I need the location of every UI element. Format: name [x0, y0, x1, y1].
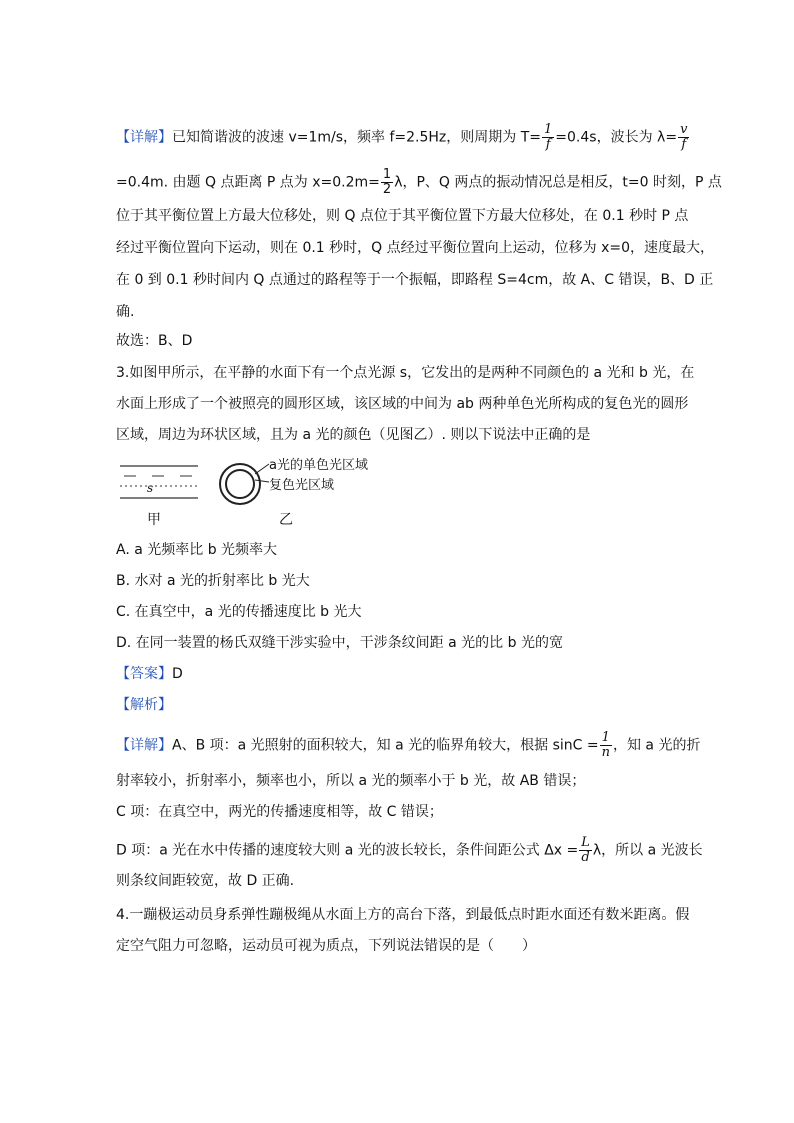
fraction: $\frac{1}{f}$: [544, 122, 553, 152]
detail-tag: 【详解】: [116, 737, 172, 754]
question-4-stem-2: 定空气阻力可忽略，运动员可视为质点，下列说法错误的是（ ）: [116, 938, 536, 954]
question-3-stem-3: 区域，周边为环状区域，且为 a 光的颜色（见图乙）. 则以下说法中正确的是: [116, 427, 591, 443]
explanation-line-1: 【详解】已知简谐波的波速 v=1m/s，频率 f=2.5Hz，则周期为 T= $\frac{1}{f}$ =0.4s，波长为 λ= $\frac{v}{f}$: [116, 122, 688, 152]
explanation-line-6: 确.: [116, 304, 135, 320]
answer-value: D: [172, 666, 183, 682]
point-source-label: s: [147, 481, 154, 495]
detail-line-3: C 项：在真空中，两光的传播速度相等，故 C 错误；: [116, 804, 443, 820]
figure-caption-yi: 乙: [279, 512, 293, 528]
option-c: C. 在真空中，a 光的传播速度比 b 光大: [116, 604, 362, 620]
question-3-stem-1: 3.如图甲所示，在平静的水面下有一个点光源 s，它发出的是两种不同颜色的 a 光和 b 光，在: [116, 365, 695, 381]
answer-line: [116, 664, 183, 684]
explanation-line-4: 经过平衡位置向下运动，则在 0.1 秒时，Q 点经过平衡位置向上运动，位移为 x=0，速度最大，: [116, 240, 715, 256]
analysis-tag: 【解析】: [116, 697, 172, 713]
fraction: $\frac{1}{n}$: [601, 730, 610, 760]
detail-line-4: D 项：a 光在水中传播的速度较大则 a 光的波长较长，条件间距公式 Δx = $\frac{L}{d}$ λ，所以 a 光波长: [116, 835, 703, 865]
explanation-line-5: 在 0 到 0.1 秒时间内 Q 点通过的路程等于一个振幅，即路程 S=4cm，故 A、C 错误，B、D 正: [116, 272, 714, 288]
figure-caption-jia: 甲: [147, 512, 161, 528]
option-b: B. 水对 a 光的折射率比 b 光大: [116, 573, 310, 589]
detail-line-2: 射率较小，折射率小，频率也小，所以 a 光的频率小于 b 光，故 AB 错误；: [116, 773, 586, 789]
explanation-line-2: =0.4m. 由题 Q 点距离 P 点为 x=0.2m= $\frac{1}{2}$ λ，P、Q 两点的振动情况总是相反，t=0 时刻，P 点: [116, 167, 722, 197]
fraction: $\frac{v}{f}$: [680, 122, 688, 152]
explanation-line-3: 位于其平衡位置上方最大位移处，则 Q 点位于其平衡位置下方最大位移处，在 0.1 秒时 P 点: [116, 208, 689, 224]
question-3-stem-2: 水面上形成了一个被照亮的圆形区域，该区域的中间为 ab 两种单色光所构成的复色光的圆形: [116, 396, 689, 412]
fraction: $\frac{L}{d}$: [581, 835, 590, 865]
question-4-stem-1: 4.一蹦极运动员身系弹性蹦极绳从水面上方的高台下落，到最低点时距水面还有数米距离。假: [116, 907, 690, 923]
detail-line-5: 则条纹间距较宽，故 D 正确.: [116, 873, 295, 889]
answer-choice-line: 故选：B、D: [116, 333, 193, 349]
composite-region-label: 复色光区域: [269, 478, 335, 493]
option-d: D. 在同一装置的杨氏双缝干涉实验中，干涉条纹间距 a 光的比 b 光的宽: [116, 635, 563, 651]
fraction: $\frac{1}{2}$: [382, 167, 392, 197]
detail-tag: 【详解】: [116, 129, 172, 146]
detail-line-1: 【详解】A、B 项：a 光照射的面积较大，知 a 光的临界角较大，根据 sinC = $\frac{1}{n}$ ，知 a 光的折: [116, 730, 701, 760]
monochrome-region-label: a光的单色光区域: [269, 458, 368, 473]
option-a: A. a 光频率比 b 光频率大: [116, 542, 278, 558]
answer-tag: 【答案】: [116, 666, 172, 682]
figure-jia-water-surface: [116, 460, 202, 504]
